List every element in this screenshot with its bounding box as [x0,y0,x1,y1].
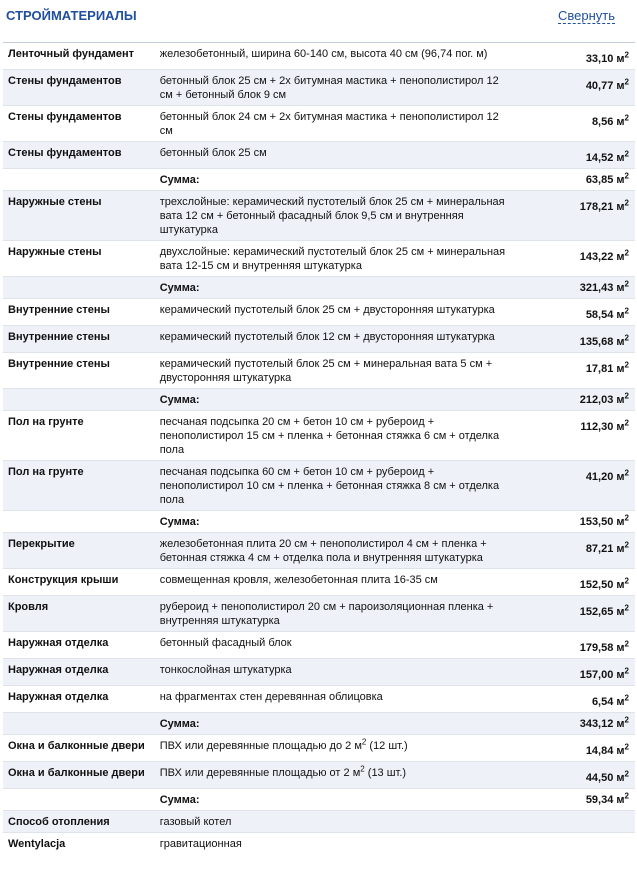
row-description: бетонный блок 25 см + 2x битумная мастика + пенополистирол 12 см + бетонный блок 9 см [156,70,513,106]
row-name: Внутренние стены [3,353,156,389]
row-name: Внутренние стены [3,299,156,326]
area-value: 63,85 $м^2$ [585,171,629,186]
area-value: 179,58 $м^2$ [579,639,629,654]
area-value: 212,03 $м^2$ [579,391,629,406]
row-description: трехслойные: керамический пустотелый блок 25 см + минеральная вата 12 см + бетонный фасадный блок 9,5 см и внутренняя штукатурка [156,191,513,241]
row-name: Наружная отделка [3,659,156,686]
row-value [512,299,635,326]
area-value: 343,12 $м^2$ [579,715,629,730]
row-value [512,735,635,762]
sum-label: Сумма: [156,169,513,191]
row-name [3,713,156,735]
row-value [512,659,635,686]
row-description: керамический пустотелый блок 12 см + двусторонняя штукатурка [156,326,513,353]
row-name: Наружная отделка [3,632,156,659]
row-value [512,713,635,735]
table-row [3,833,635,855]
row-description: железобетонная плита 20 см + пенополистирол 4 см + пленка + бетонная стяжка 4 см + отделка пола и внутренняя штукатурка [156,533,513,569]
row-name: Конструкция крыши [3,569,156,596]
area-value: 6,54 $м^2$ [591,693,629,708]
row-value [512,70,635,106]
row-value [512,762,635,789]
row-description: газовый котел [156,811,513,833]
area-value: 17,81 $м^2$ [585,360,629,375]
row-value [512,106,635,142]
row-value [512,569,635,596]
row-description: ПВХ или деревянные площадью от 2 $м^2$ (13 шт.) [156,762,513,789]
row-name: Наружные стены [3,191,156,241]
row-value [512,277,635,299]
table-row [3,43,635,70]
row-description: ПВХ или деревянные площадью до 2 $м^2$ (12 шт.) [156,735,513,762]
table-row [3,533,635,569]
row-value [512,833,635,855]
table-row [3,632,635,659]
table-row [3,569,635,596]
area-value: 152,65 $м^2$ [579,603,629,618]
row-value [512,353,635,389]
area-value: 59,34 $м^2$ [585,791,629,806]
table-row [3,411,635,461]
row-value [512,191,635,241]
row-value [512,533,635,569]
area-value: 40,77 $м^2$ [585,77,629,92]
row-value [512,43,635,70]
area-value: 14,52 $м^2$ [585,149,629,164]
sum-label: Сумма: [156,789,513,811]
materials-table [3,42,635,854]
row-description: бетонный блок 24 см + 2x битумная мастика + пенополистирол 12 см [156,106,513,142]
row-value [512,596,635,632]
area-value: 14,84 $м^2$ [585,742,629,757]
area-value: 321,43 $м^2$ [579,279,629,294]
area-value: 152,50 $м^2$ [579,576,629,591]
sum-label: Сумма: [156,277,513,299]
sum-row [3,789,635,811]
row-name [3,389,156,411]
row-description: керамический пустотелый блок 25 см + минеральная вата 5 см + двусторонняя штукатурка [156,353,513,389]
area-value: 178,21 $м^2$ [579,198,629,213]
row-description: совмещенная кровля, железобетонная плита 16-35 см [156,569,513,596]
row-description: бетонный фасадный блок [156,632,513,659]
sum-row [3,169,635,191]
row-value [512,169,635,191]
table-row [3,191,635,241]
table-row [3,241,635,277]
row-name: Ленточный фундамент [3,43,156,70]
row-name: Способ отопления [3,811,156,833]
row-value [512,411,635,461]
area-value: 58,54 $м^2$ [585,306,629,321]
table-row [3,142,635,169]
section-title: СТРОЙМАТЕРИАЛЫ [6,8,137,23]
area-value: 41,20 $м^2$ [585,468,629,483]
sum-row [3,389,635,411]
row-name: Кровля [3,596,156,632]
row-value [512,789,635,811]
sum-label: Сумма: [156,713,513,735]
row-description: железобетонный, ширина 60-140 см, высота 40 см (96,74 пог. м) [156,43,513,70]
row-value [512,686,635,713]
table-row [3,461,635,511]
row-value [512,461,635,511]
table-row [3,811,635,833]
table-row [3,596,635,632]
area-value: 112,30 $м^2$ [580,418,629,433]
table-row [3,353,635,389]
table-row [3,686,635,713]
row-description: керамический пустотелый блок 25 см + двусторонняя штукатурка [156,299,513,326]
row-description: на фрагментах стен деревянная облицовка [156,686,513,713]
table-row [3,659,635,686]
area-value: 143,22 $м^2$ [579,248,629,263]
collapse-link[interactable]: Свернуть [558,8,616,23]
sum-label: Сумма: [156,389,513,411]
sum-row [3,277,635,299]
row-value [512,142,635,169]
table-row [3,70,635,106]
row-name [3,789,156,811]
row-name: Перекрытие [3,533,156,569]
row-name [3,277,156,299]
row-name: Пол на грунте [3,411,156,461]
area-value: 157,00 $м^2$ [579,666,629,681]
row-description: гравитационная [156,833,513,855]
row-name: Внутренние стены [3,326,156,353]
area-value: 33,10 $м^2$ [585,50,629,65]
row-value [512,241,635,277]
row-name: Наружная отделка [3,686,156,713]
table-row [3,735,635,762]
row-description: песчаная подсыпка 20 см + бетон 10 см + рубероид + пенополистирол 15 см + пленка + бетонная стяжка 6 см + отделка пола [156,411,513,461]
row-name [3,169,156,191]
table-row [3,106,635,142]
row-name: Окна и балконные двери [3,762,156,789]
row-description: двухслойные: керамический пустотелый блок 25 см + минеральная вата 12-15 см и внутренняя штукатурка [156,241,513,277]
row-name: Wentylacja [3,833,156,855]
row-name: Пол на грунте [3,461,156,511]
row-value [512,326,635,353]
row-name: Наружные стены [3,241,156,277]
table-row [3,299,635,326]
section-header [0,0,637,42]
row-value [512,811,635,833]
row-value [512,511,635,533]
row-name: Стены фундаментов [3,70,156,106]
sum-row [3,713,635,735]
row-value [512,632,635,659]
sum-label: Сумма: [156,511,513,533]
row-name: Окна и балконные двери [3,735,156,762]
row-description: бетонный блок 25 см [156,142,513,169]
area-value: 44,50 $м^2$ [585,769,629,784]
area-value: 87,21 $м^2$ [585,540,629,555]
row-description: песчаная подсыпка 60 см + бетон 10 см + рубероид + пенополистирол 10 см + пленка + бетонная стяжка 8 см + отделка пола [156,461,513,511]
row-description: рубероид + пенополистирол 20 см + пароизоляционная пленка + внутренняя штукатурка [156,596,513,632]
table-row [3,326,635,353]
row-value [512,389,635,411]
area-value: 153,50 $м^2$ [579,513,629,528]
row-name [3,511,156,533]
table-row [3,762,635,789]
row-name: Стены фундаментов [3,106,156,142]
row-name: Стены фундаментов [3,142,156,169]
sum-row [3,511,635,533]
area-value: 8,56 $м^2$ [591,113,629,128]
row-description: тонкослойная штукатурка [156,659,513,686]
area-value: 135,68 $м^2$ [579,333,629,348]
